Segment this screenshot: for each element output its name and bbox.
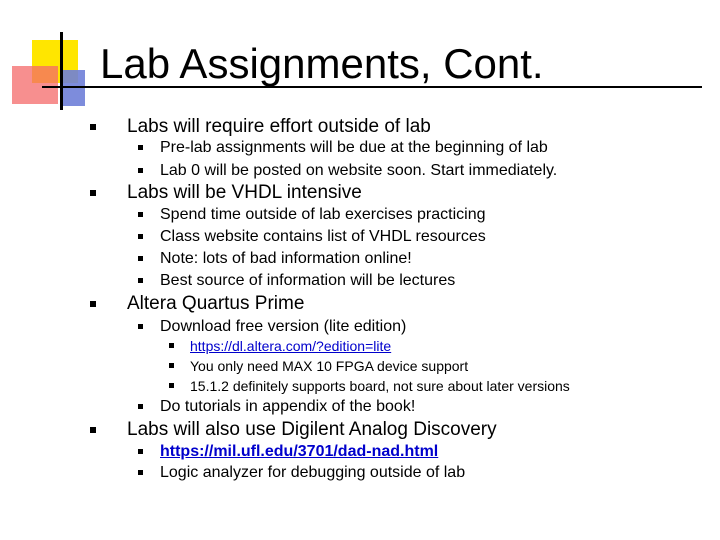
square-bullet-icon: [138, 212, 143, 217]
bullet-text: Labs will be VHDL intensive: [127, 182, 362, 203]
decorative-red-square: [12, 66, 58, 104]
decorative-vertical-line: [60, 32, 63, 110]
subbullet-logic-analyzer: [160, 463, 465, 483]
decorative-blue-square: [60, 70, 85, 106]
square-bullet-icon: [138, 278, 143, 283]
bullet-text: Labs will also use Digilent Analog Discovery: [127, 419, 497, 440]
square-bullet-icon: [169, 343, 174, 348]
bullet-text: Download free version (lite edition): [160, 318, 407, 335]
bullet-text: Class website contains list of VHDL resources: [160, 228, 486, 245]
subbullet-dad-link[interactable]: [160, 442, 438, 462]
square-bullet-icon: [138, 404, 143, 409]
subsubbullet-max10: [190, 357, 468, 375]
bullet-analog-discovery: [127, 418, 497, 442]
bullet-text: Labs will require effort outside of lab: [127, 116, 431, 137]
square-bullet-icon: [90, 190, 96, 196]
square-bullet-icon: [169, 383, 174, 388]
bullet-text: Do tutorials in appendix of the book!: [160, 398, 416, 415]
subbullet-website-resources: [160, 227, 486, 247]
square-bullet-icon: [138, 449, 143, 454]
dad-nad-link[interactable]: https://mil.ufl.edu/3701/dad-nad.html: [160, 443, 439, 460]
bullet-text: Note: lots of bad information online!: [160, 250, 412, 267]
subbullet-tutorials: [160, 397, 415, 417]
bullet-text: Lab 0 will be posted on website soon. Start immediately.: [160, 162, 558, 179]
subbullet-practice: [160, 205, 486, 225]
square-bullet-icon: [169, 363, 174, 368]
bullet-altera-quartus: [127, 292, 304, 316]
bullet-text: Best source of information will be lectures: [160, 272, 456, 289]
bullet-text: Logic analyzer for debugging outside of lab: [160, 464, 466, 481]
subbullet-bad-info: [160, 249, 412, 269]
square-bullet-icon: [138, 256, 143, 261]
slide-title: Lab Assignments, Cont.: [100, 40, 544, 87]
square-bullet-icon: [138, 168, 143, 173]
bullet-text: Spend time outside of lab exercises practicing: [160, 206, 486, 223]
bullet-text: Pre-lab assignments will be due at the beginning of lab: [160, 139, 548, 156]
bullet-vhdl-intensive: [127, 181, 362, 205]
square-bullet-icon: [90, 427, 96, 433]
subbullet-download: [160, 317, 406, 337]
bullet-labs-effort: [127, 115, 431, 139]
square-bullet-icon: [90, 124, 96, 130]
square-bullet-icon: [138, 324, 143, 329]
bullet-text: 15.1.2 definitely supports board, not sure about later versions: [190, 378, 570, 394]
subsubbullet-version: [190, 377, 570, 395]
square-bullet-icon: [138, 145, 143, 150]
square-bullet-icon: [138, 470, 143, 475]
bullet-text: Altera Quartus Prime: [127, 293, 305, 314]
subbullet-lab0: [160, 161, 557, 181]
subsubbullet-altera-link[interactable]: [190, 337, 391, 355]
subbullet-lectures: [160, 271, 455, 291]
square-bullet-icon: [90, 301, 96, 307]
square-bullet-icon: [138, 234, 143, 239]
bullet-text: You only need MAX 10 FPGA device support: [190, 358, 469, 374]
altera-download-link[interactable]: https://dl.altera.com/?edition=lite: [190, 338, 392, 354]
subbullet-prelab: [160, 138, 548, 158]
